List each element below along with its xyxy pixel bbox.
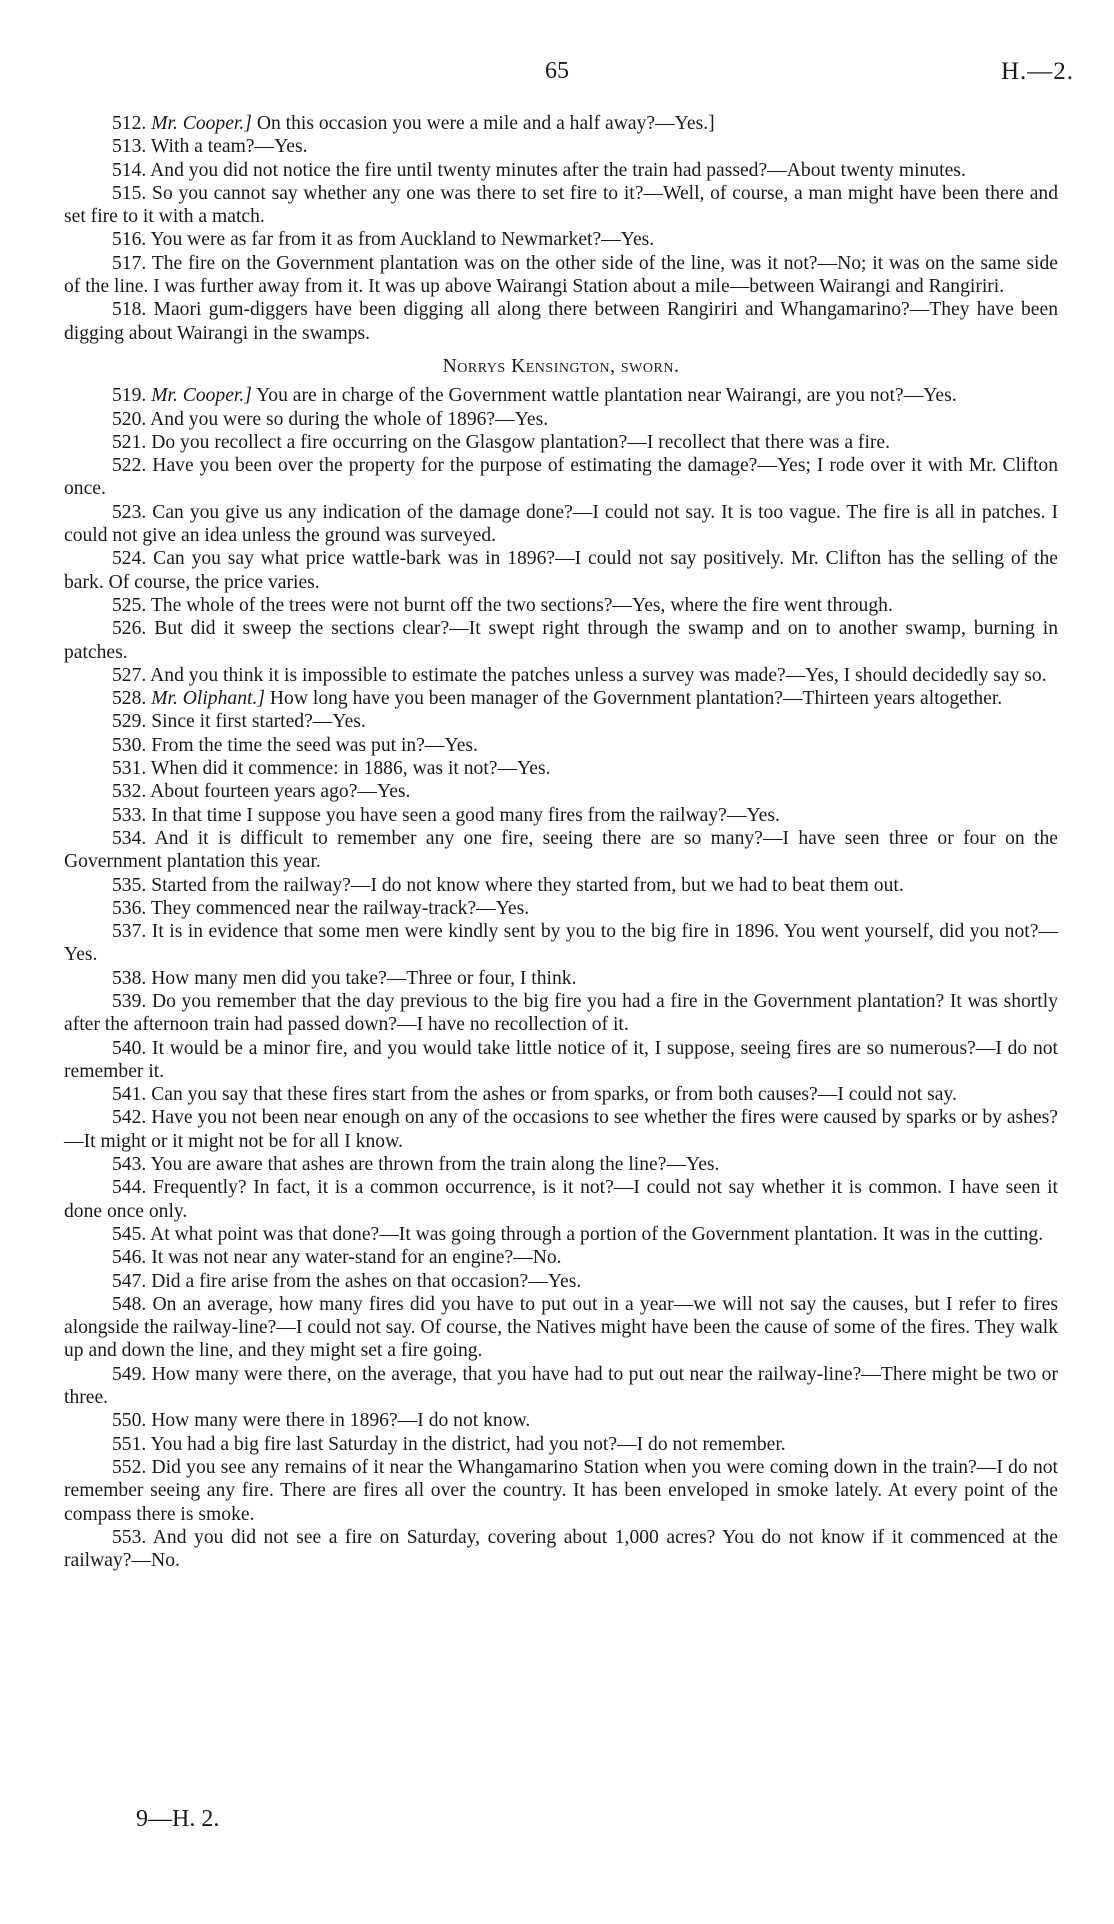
question-answer-text: Did a fire arise from the ashes on that occasion?—Yes. (151, 1270, 582, 1292)
evidence-paragraph (64, 804, 1058, 827)
question-answer-text: Have you been over the property for the purpose of estimating the damage?—Yes; I rode over it with Mr. Clifton once. (64, 455, 1058, 500)
evidence-paragraph (64, 594, 1058, 617)
question-answer-text: It was not near any water-stand for an engine?—No. (151, 1247, 562, 1269)
question-number: 516. (112, 229, 147, 251)
evidence-paragraph (64, 1106, 1058, 1153)
evidence-paragraph (64, 780, 1058, 803)
question-number: 536. (112, 897, 147, 919)
question-answer-text: You are aware that ashes are thrown from the train along the line?—Yes. (150, 1154, 720, 1176)
speaker-name: Mr. Cooper.] (151, 385, 252, 407)
page-number: 65 (545, 58, 569, 84)
question-answer-text: Since it first started?—Yes. (151, 711, 366, 733)
question-number: 533. (112, 804, 147, 826)
evidence-paragraph (64, 1526, 1058, 1573)
evidence-paragraph (64, 874, 1058, 897)
question-number: 524. (112, 548, 147, 570)
question-answer-text: Can you give us any indication of the damage done?—I could not say. It is too vague. The fire is all in patches. I could not give an idea unless the ground was surveyed. (64, 501, 1058, 547)
question-answer-text: They commenced near the railway-track?—Yes. (150, 897, 530, 919)
question-answer-text: Did you see any remains of it near the Whangamarino Station when you were coming down in the train?—I do not remember seeing any fire. There are fires all over the country. It has been enveloped in smoke lately. At every point of the compass there is smoke. (64, 1456, 1058, 1525)
evidence-paragraph (64, 182, 1058, 229)
evidence-paragraph (64, 159, 1058, 182)
question-answer-text: How many men did you take?—Three or four, I think. (151, 967, 577, 989)
evidence-paragraph (64, 1083, 1058, 1106)
evidence-paragraph (64, 112, 1058, 135)
evidence-paragraph (64, 617, 1058, 664)
question-number: 547. (112, 1270, 147, 1292)
question-answer-text: On this occasion you were a mile and a half away?—Yes.] (256, 113, 715, 134)
question-number: 525. (112, 594, 147, 616)
question-number: 544. (112, 1177, 147, 1199)
question-number: 553. (112, 1526, 147, 1548)
evidence-paragraph (64, 228, 1058, 251)
question-number: 523. (112, 501, 147, 523)
question-number: 537. (112, 921, 147, 943)
evidence-paragraph (64, 897, 1058, 920)
question-answer-text: How many were there in 1896?—I do not know. (151, 1410, 531, 1432)
question-number: 538. (112, 967, 147, 989)
question-answer-text: In that time I suppose you have seen a good many fires from the railway?—Yes. (151, 804, 780, 826)
question-number: 543. (112, 1154, 147, 1176)
question-answer-text: So you cannot say whether any one was there to set fire to it?—Well, of course, a man might have been there and set fire to it with a match. (64, 182, 1059, 228)
question-number: 548. (112, 1293, 147, 1315)
question-answer-text: Have you not been near enough on any of the occasions to see whether the fires were caused by sparks or by ashes?—It might or it might not be for all I know. (64, 1107, 1058, 1152)
question-answer-text: You are in charge of the Government wattle plantation near Wairangi, are you not?—Yes. (256, 385, 957, 407)
question-answer-text: The fire on the Government plantation was on the other side of the line, was it not?—No; it was on the same side of the line. I was further away from it. It was up above Wairangi Station about a mile—between Wairangi and Rangiriri. (64, 252, 1058, 298)
question-number: 539. (112, 990, 147, 1012)
question-number: 527. (112, 664, 147, 686)
witness-heading: Norrys Kensington, sworn. (442, 355, 680, 377)
question-answer-text: And you did not notice the fire until twenty minutes after the train had passed?—About twenty minutes. (150, 159, 966, 181)
document-reference: H.—2. (1000, 58, 1074, 85)
question-answer-text: Can you say that these fires start from the ashes or from sparks, or from both causes?—I could not say. (151, 1084, 957, 1106)
question-number: 522. (112, 455, 147, 477)
question-answer-text: From the time the seed was put in?—Yes. (151, 734, 478, 756)
evidence-paragraph (64, 920, 1058, 967)
evidence-paragraph (64, 501, 1058, 548)
question-answer-text: It would be a minor fire, and you would take little notice of it, I suppose, seeing fires are so numerous?—I do not remember it. (64, 1037, 1058, 1082)
evidence-paragraph (64, 734, 1058, 757)
evidence-paragraph (64, 1037, 1058, 1084)
question-number: 549. (112, 1363, 147, 1385)
question-number: 531. (112, 758, 147, 780)
question-number: 529. (112, 711, 147, 733)
evidence-paragraph (64, 408, 1058, 431)
evidence-paragraph (64, 710, 1058, 733)
question-number: 517. (112, 252, 147, 274)
evidence-paragraph (64, 298, 1058, 345)
printer-signature: 9—H. 2. (136, 1806, 220, 1832)
evidence-paragraph (64, 547, 1058, 594)
evidence-paragraph (64, 384, 1058, 407)
question-number: 526. (112, 618, 147, 640)
speaker-name: Mr. Oliphant.] (151, 688, 265, 710)
question-answer-text: With a team?—Yes. (150, 136, 308, 158)
evidence-paragraph (64, 135, 1058, 158)
evidence-paragraph (64, 757, 1058, 780)
question-answer-text: How many were there, on the average, that you have had to put out near the railway-line?—There might be two or three. (64, 1363, 1058, 1409)
question-answer-text: On an average, how many fires did you have to put out in a year—we will not say the causes, but I refer to fires alongside the railway-line?—I could not say. Of course, the Natives might have been the cause of some of the fires. They walk up and down the line, and they might set a fire going. (64, 1293, 1059, 1362)
question-answer-text: At what point was that done?—It was going through a portion of the Government plantation. It was in the cutting. (150, 1223, 1044, 1245)
question-answer-text: Do you recollect a fire occurring on the Glasgow plantation?—I recollect that there was a fire. (151, 431, 891, 453)
evidence-paragraph (64, 1246, 1058, 1269)
question-answer-text: But did it sweep the sections clear?—It swept right through the swamp and on to another swamp, burning in patches. (64, 618, 1058, 663)
evidence-paragraph (64, 431, 1058, 454)
question-answer-text: You were as far from it as from Auckland to Newmarket?—Yes. (150, 229, 655, 251)
question-number: 521. (112, 431, 147, 453)
question-number: 520. (112, 408, 147, 430)
question-number: 546. (112, 1247, 147, 1269)
question-answer-text: Maori gum-diggers have been digging all along there between Rangiriri and Whangamarino?—They have been digging about Wairangi in the swamps. (64, 299, 1058, 344)
question-number: 551. (112, 1433, 147, 1455)
question-number: 541. (112, 1084, 147, 1106)
evidence-paragraph (64, 1409, 1058, 1432)
question-answer-text: About fourteen years ago?—Yes. (150, 781, 411, 803)
question-number: 545. (112, 1223, 147, 1245)
question-number: 535. (112, 874, 147, 896)
evidence-paragraph (64, 1223, 1058, 1246)
question-answer-text: It is in evidence that some men were kindly sent by you to the big fire in 1896. You went yourself, did you not?—Yes. (64, 921, 1058, 966)
evidence-paragraph (64, 1456, 1058, 1526)
evidence-paragraph (64, 454, 1058, 501)
evidence-paragraph (64, 1153, 1058, 1176)
question-number: 534. (112, 827, 147, 849)
question-number: 519. (112, 385, 147, 407)
question-number: 550. (112, 1410, 147, 1432)
evidence-paragraph (64, 687, 1058, 710)
question-answer-text: And you did not see a fire on Saturday, covering about 1,000 acres? You do not know if it commenced at the railway?—No. (64, 1526, 1058, 1572)
question-number: 514. (112, 159, 147, 181)
question-number: 542. (112, 1107, 147, 1129)
evidence-paragraph (64, 990, 1058, 1037)
question-answer-text: And it is difficult to remember any one fire, seeing there are so many?—I have seen three or four on the Government plantation this year. (64, 827, 1058, 873)
question-answer-text: Can you say what price wattle-bark was in 1896?—I could not say positively. Mr. Clifton has the selling of the bark. Of course, the price varies. (64, 548, 1058, 593)
evidence-paragraph (64, 252, 1058, 299)
evidence-paragraph (64, 1176, 1058, 1223)
evidence-paragraph (64, 827, 1058, 874)
question-number: 530. (112, 734, 147, 756)
evidence-body (64, 112, 1058, 1572)
question-answer-text: Started from the railway?—I do not know where they started from, but we had to beat them out. (151, 874, 904, 896)
question-answer-text: The whole of the trees were not burnt off the two sections?—Yes, where the fire went through. (150, 594, 893, 616)
evidence-paragraph (64, 1363, 1058, 1410)
question-number: 518. (112, 299, 147, 321)
evidence-paragraph (64, 1270, 1058, 1293)
question-answer-text: When did it commence: in 1886, was it not?—Yes. (150, 758, 551, 780)
question-number: 540. (112, 1037, 147, 1059)
question-answer-text: You had a big fire last Saturday in the district, had you not?—I do not remember. (150, 1433, 786, 1455)
speaker-name: Mr. Cooper.] (151, 113, 252, 134)
question-answer-text: And you were so during the whole of 1896?—Yes. (150, 408, 549, 430)
question-number: 515. (112, 182, 147, 204)
question-answer-text: Do you remember that the day previous to the big fire you had a fire in the Government plantation? It was shortly after the afternoon train had passed down?—I have no recollection of it. (64, 990, 1058, 1036)
question-number: 528. (112, 688, 147, 710)
question-number: 512. (112, 113, 147, 134)
question-answer-text: Frequently? In fact, it is a common occurrence, is it not?—I could not say whether it is common. I have seen it done once only. (64, 1177, 1058, 1222)
evidence-paragraph (64, 1293, 1058, 1363)
question-answer-text: And you think it is impossible to estimate the patches unless a survey was made?—Yes, I should decidedly say so. (150, 664, 1047, 686)
evidence-paragraph (64, 664, 1058, 687)
question-number: 552. (112, 1456, 147, 1478)
question-number: 532. (112, 781, 147, 803)
question-answer-text: How long have you been manager of the Government plantation?—Thirteen years altogether. (269, 688, 1003, 710)
question-number: 513. (112, 136, 147, 158)
evidence-paragraph (64, 1433, 1058, 1456)
evidence-paragraph (64, 967, 1058, 990)
